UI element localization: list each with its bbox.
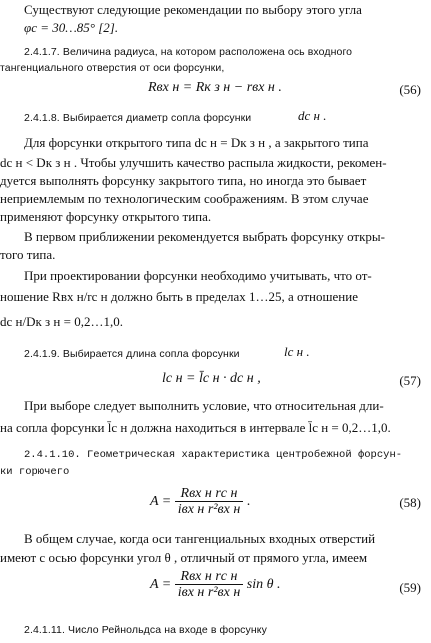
equation-59	[150, 570, 280, 600]
equation-lhs: A =	[150, 577, 172, 593]
fraction	[175, 570, 244, 600]
text-line: ношение Rвх н/rс н должно быть в пределах 1…25, а отношение	[0, 289, 358, 304]
section-heading-2417: 2.4.1.7. Величина радиуса, на котором расположена ось входного	[24, 46, 353, 58]
text-line: В первом приближении рекомендуется выбрать форсунку откры-	[24, 229, 385, 244]
section-heading-2417-cont: тангенциального отверстия от оси форсунки,	[0, 62, 225, 74]
equation-number: (56)	[399, 82, 421, 97]
equation-lhs: A =	[150, 494, 172, 510]
equation-58: A = $\frac{\text{Rвх н rс н}}{\text{iвх н r²вх н}}$ .	[150, 486, 251, 517]
text-line: дуется выполнять форсунку закрытого типа, но иногда это бывает	[0, 173, 367, 188]
section-heading-24110-cont: ки горючего	[0, 466, 70, 478]
equation-56: Rвх н = Rк з н − rвх н .	[148, 80, 282, 95]
section-heading-2419: 2.4.1.9. Выбирается длина сопла форсунки	[24, 348, 240, 360]
text-line: При проектировании форсунки необходимо учитывать, что от-	[24, 268, 372, 283]
equation-57: lс н = l̄с н · dс н ,	[162, 371, 261, 386]
equation-number: (58)	[399, 495, 421, 510]
equation-number: (59)	[399, 580, 421, 595]
text-line: неприемлемым по технологическим соображениям. В этом случае	[0, 191, 369, 206]
section-heading-2418: 2.4.1.8. Выбирается диаметр сопла форсунки	[24, 112, 252, 124]
text-line: того типа.	[0, 247, 56, 262]
equation-tail: sin θ .	[246, 577, 281, 593]
section-heading-24110: 2.4.1.10. Геометрическая характеристика центробежной форсун-	[24, 449, 403, 461]
text-line: При выборе следует выполнить условие, что относительная дли-	[24, 398, 384, 413]
text-line: dс н < Dк з н . Чтобы улучшить качество распыла жидкости, рекомен-	[0, 155, 387, 170]
symbol: lс н .	[284, 344, 310, 359]
fraction-denominator: iвх н r²вх н	[177, 585, 241, 600]
text-line: имеют с осью форсунки угол θ , отличный от прямого угла, имеем	[0, 550, 368, 565]
text-line: φc = 30…85° [2].	[24, 20, 119, 35]
text-line: Существуют следующие рекомендации по выбору этого угла	[24, 2, 362, 17]
text-line: dс н/Dк з н = 0,2…1,0.	[0, 314, 123, 329]
fraction	[175, 487, 244, 517]
equation-number: (57)	[399, 373, 421, 388]
text-line: на сопла форсунки l̄с н должна находиться в интервале l̄с н = 0,2…1,0.	[0, 420, 391, 435]
text-line: применяют форсунку открытого типа.	[0, 209, 212, 224]
fraction-denominator: iвх н r²вх н	[177, 502, 241, 517]
text-line: Для форсунки открытого типа dс н = Dк з н , а закрытого типа	[24, 135, 369, 150]
fraction-numerator: Rвх н rс н	[175, 487, 244, 502]
fraction-numerator: Rвх н rс н	[175, 570, 244, 585]
symbol: dс н .	[298, 108, 327, 123]
section-heading-24111: 2.4.1.11. Число Рейнольдса на входе в форсунку	[24, 624, 267, 636]
text-line: В общем случае, когда оси тангенциальных входных отверстий	[24, 531, 376, 546]
